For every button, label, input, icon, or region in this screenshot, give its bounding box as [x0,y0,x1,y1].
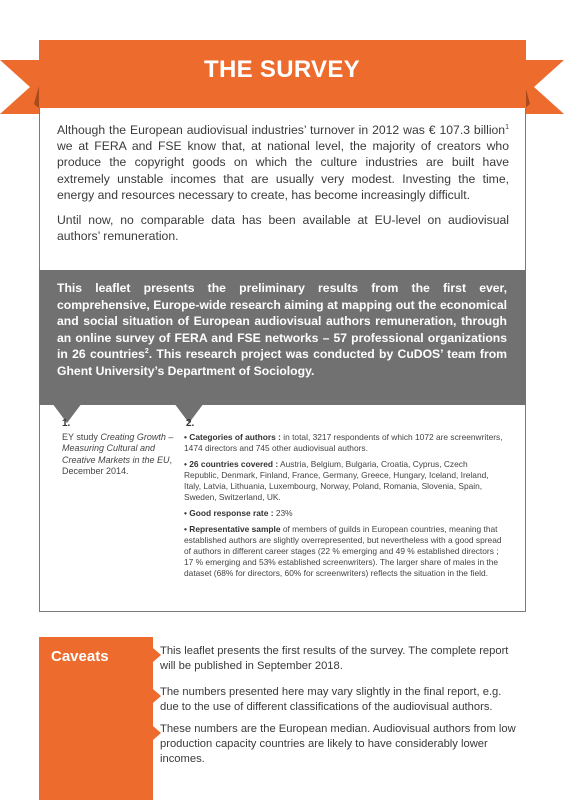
caveat-item-2: The numbers presented here may vary slightly in the final report, e.g. due to the use of different classifications of the audiovisual authors. [160,686,502,714]
note-1-label: 1. [62,418,71,429]
intro-paragraph-2: Until now, no comparable data has been available at EU-level on audiovisual authors’ remuneration. [57,213,509,244]
page-title: THE SURVEY [204,56,360,83]
intro-text [57,122,509,253]
list-item: • Representative sample of members of guilds in European countries, meaning that established authors are slightly overrepresented, but nevertheless with a good spread of authors in different career stages (22 % emerging and 49 % established directors ; 17 % emerging and 53% established screenwriters). The larger share of males in the dataset (68% for directors, 60% for screenwriters) reflects the situation in the field. [184,524,502,578]
footnote-ref-1: 1 [505,123,509,131]
list-item: • 26 countries covered : Austria, Belgium, Bulgaria, Croatia, Cyprus, Czech Republic, Denmark, Finland, France, Germany, Greece, Hungary, Iceland, Ireland, Italy, Latvia, Lithuania, Luxembourg, Norway, Poland, Romania, Slovenia, Spain, Sweden, Switzerland, UK. [184,459,489,502]
note-2-label: 2. [186,418,195,429]
highlight-text: This leaflet presents the preliminary results from the first ever, comprehensive, Europe-wide research aiming at mapping out the economical and social situation of European audiovisual authors remuneration, through an online survey of FERA and FSE networks – 57 professional organizations in 26 countries$^2$. This research project was conducted by CuDOS’ team from Ghent University’s Department of Sociology. [57,281,507,378]
note-2-list [184,432,504,584]
list-item: • Categories of authors : in total, 3217 respondents of which 1072 are screenwriters, 1474 directors and 745 other audiovisual authors. [184,432,503,453]
caveat-item-1: This leaflet presents the first results of the survey. The complete report will be published in September 2018. [160,645,509,673]
list-item: • Good response rate : 23% [184,508,293,518]
intro-paragraph-1: Although the European audiovisual industries’ turnover in 2012 was € 107.3 billion$^1$ we at FERA and FSE know that, at national level, the majority of creators who produce the copyright goods on which the culture industries are built have extremely unstable incomes that are usually very modest. Investing the time, energy and resources necessary to create, has become increasingly difficult. [57,123,509,202]
footnote-ref-2: 2 [144,348,149,356]
caveat-item-3: These numbers are the European median. Audiovisual authors from low production capacity countries are likely to have considerably lower incomes. [160,723,516,766]
note-1-text: EY study Creating Growth – Measuring Cultural and Creative Markets in the EU, December 2014. [62,432,174,477]
caveats-title: Caveats [51,648,109,665]
survey-banner [0,40,564,114]
